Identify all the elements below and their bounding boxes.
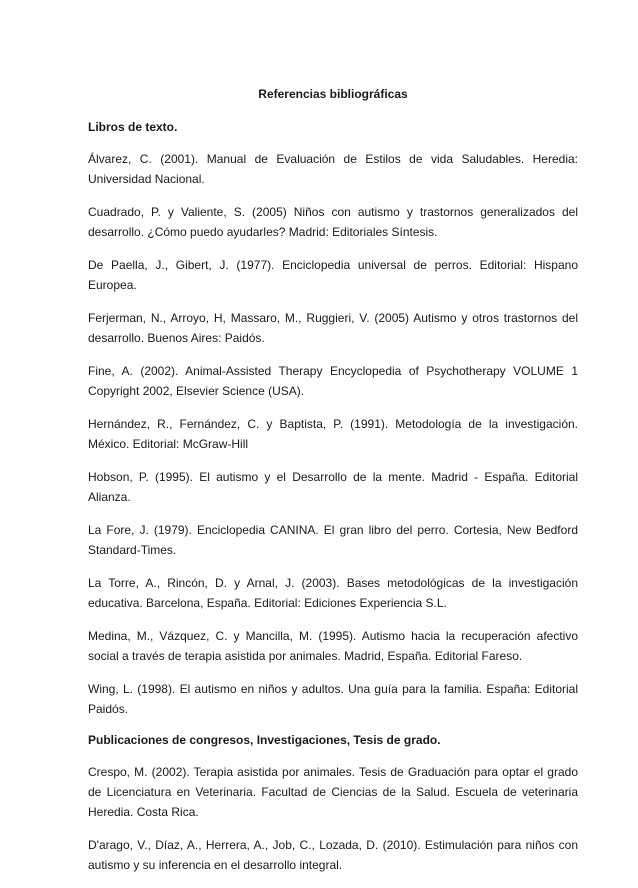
- reference-item: Wing, L. (1998). El autismo en niños y adultos. Una guía para la familia. España: Editorial Paidós.: [88, 682, 578, 716]
- document-page: [88, 86, 578, 888]
- reference-item: Crespo, M. (2002). Terapia asistida por animales. Tesis de Graduación para optar el grado de Licenciatura en Veterinaria. Facultad de Ciencias de la Salud. Escuela de veterinaria Heredia. Costa Rica.: [88, 765, 578, 819]
- reference-item: Álvarez, C. (2001). Manual de Evaluación de Estilos de vida Saludables. Heredia: Universidad Nacional.: [88, 152, 578, 186]
- section-textbooks: [88, 119, 578, 719]
- reference-item: D'arago, V., Díaz, A., Herrera, A., Job, C., Lozada, D. (2010). Estimulación para niños con autismo y su inferencia en el desarrollo integral.: [88, 838, 578, 872]
- reference-item: La Fore, J. (1979). Enciclopedia CANINA. El gran libro del perro. Cortesia, New Bedford Standard-Times.: [88, 523, 578, 557]
- section-heading: Publicaciones de congresos, Investigaciones, Tesis de grado.: [88, 733, 441, 747]
- reference-item: De Paella, J., Gibert, J. (1977). Enciclopedia universal de perros. Editorial: Hispano Europea.: [88, 258, 578, 292]
- section-publications: [88, 732, 578, 875]
- reference-item: Medina, M., Vázquez, C. y Mancilla, M. (1995). Autismo hacia la recuperación afectivo social a través de terapia asistida por animales. Madrid, España. Editorial Fareso.: [88, 629, 578, 663]
- reference-item: Hernández, R., Fernández, C. y Baptista, P. (1991). Metodología de la investigación. México. Editorial: McGraw-Hill: [88, 417, 578, 451]
- reference-item: Hobson, P. (1995). El autismo y el Desarrollo de la mente. Madrid - España. Editorial Alianza.: [88, 470, 578, 504]
- page-title: Referencias bibliográficas: [258, 87, 408, 101]
- reference-item: La Torre, A., Rincón, D. y Arnal, J. (2003). Bases metodológicas de la investigación educativa. Barcelona, España. Editorial: Ediciones Experiencia S.L.: [88, 576, 578, 610]
- reference-item: Fine, A. (2002). Animal-Assisted Therapy Encyclopedia of Psychotherapy VOLUME 1 Copyright 2002, Elsevier Science (USA).: [88, 364, 578, 398]
- reference-item: Cuadrado, P. y Valiente, S. (2005) Niños con autismo y trastornos generalizados del desarrollo. ¿Cómo puedo ayudarles? Madrid: Editoriales Síntesis.: [88, 205, 578, 239]
- reference-list: [88, 762, 578, 875]
- reference-list: [88, 149, 578, 719]
- reference-item: Ferjerman, N., Arroyo, H, Massaro, M., Ruggieri, V. (2005) Autismo y otros trastornos del desarrollo. Buenos Aires: Paidós.: [88, 311, 578, 345]
- section-heading: Libros de texto.: [88, 120, 178, 134]
